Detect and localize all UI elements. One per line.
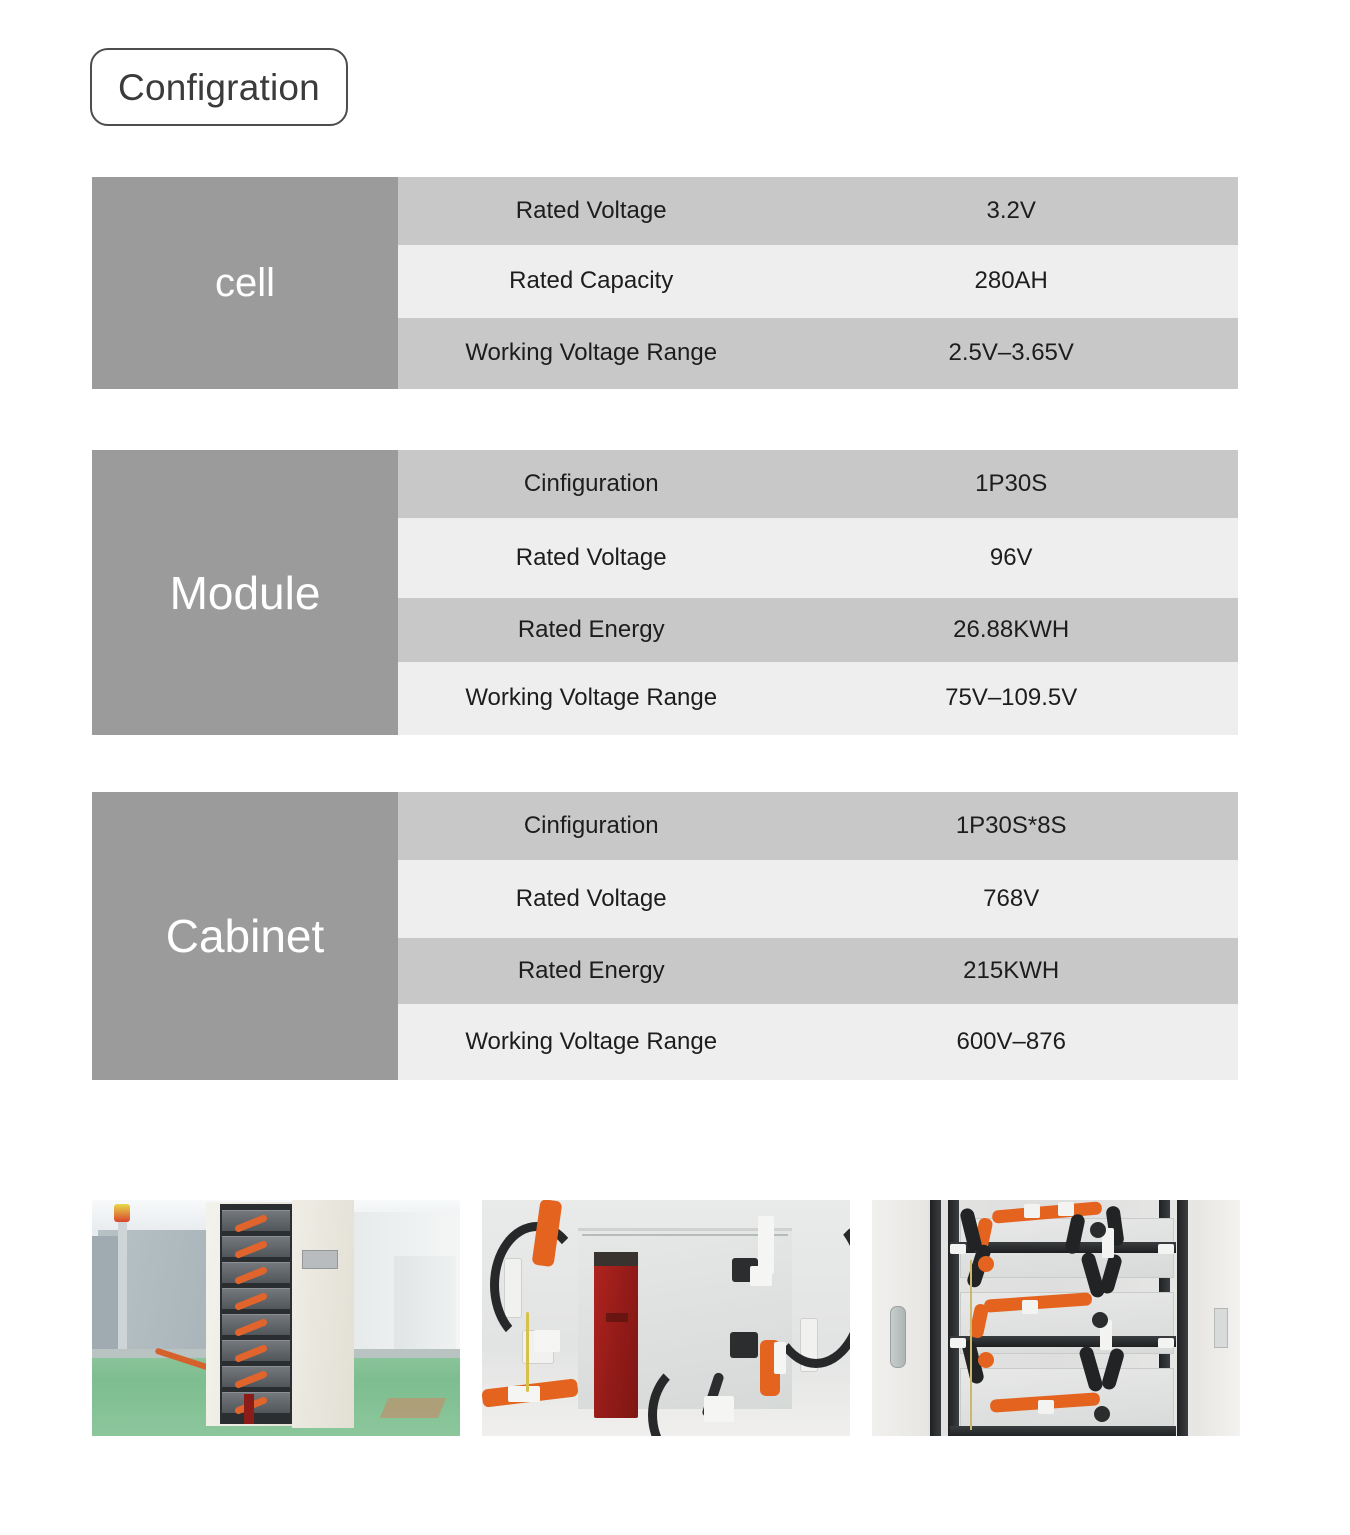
red-handle	[244, 1394, 254, 1424]
spec-value: 768V	[983, 884, 1040, 912]
photo-strip	[92, 1200, 1240, 1436]
photo-battery-cabinet-room	[92, 1200, 460, 1436]
white-label-tag	[508, 1386, 540, 1402]
spec-table-cabinet-label-column	[92, 792, 398, 1080]
configuration-pill[interactable]	[90, 48, 348, 126]
table-row	[398, 245, 1238, 318]
spec-table-module-label-text: Module	[169, 566, 321, 619]
white-connector-cap	[774, 1342, 786, 1374]
signal-lamp	[114, 1204, 130, 1222]
spec-value: 600V–876	[956, 1027, 1066, 1055]
terminal-knob	[1092, 1312, 1108, 1328]
spec-key: Rated Capacity	[509, 267, 674, 295]
table-row	[398, 860, 1238, 938]
spec-key: Rated Voltage	[515, 196, 667, 224]
spec-key: Rated Energy	[517, 615, 665, 643]
table-row	[398, 450, 1238, 518]
cabinet-latch	[302, 1250, 338, 1269]
cable-clip	[1158, 1244, 1174, 1254]
cable-clip	[1038, 1400, 1054, 1414]
photo-rack-cable-harness	[872, 1200, 1240, 1436]
red-fuse-module	[594, 1252, 638, 1418]
spec-value: 2.5V–3.65V	[948, 339, 1074, 367]
door-handle-left[interactable]	[890, 1306, 906, 1368]
yellow-signal-wire	[970, 1260, 972, 1430]
photo-module-connector-closeup	[482, 1200, 850, 1436]
table-row	[398, 318, 1238, 389]
orange-terminal-knob	[978, 1352, 994, 1368]
terminal-knob	[1090, 1222, 1106, 1238]
cable-connector	[730, 1332, 758, 1358]
red-fuse-module-label	[606, 1313, 628, 1322]
table-row	[398, 1004, 1238, 1080]
cable-clip	[1022, 1300, 1038, 1314]
spec-value: 26.88KWH	[953, 615, 1070, 643]
spec-value: 280AH	[974, 267, 1048, 295]
spec-key: Rated Energy	[517, 956, 665, 984]
vertical-rail	[948, 1200, 959, 1436]
vertical-rail	[930, 1200, 941, 1436]
spec-value: 1P30S*8S	[955, 811, 1067, 839]
spec-value: 96V	[989, 543, 1033, 571]
spec-key: Working Voltage Range	[465, 339, 718, 367]
spec-value: 1P30S	[975, 469, 1048, 497]
table-row	[398, 598, 1238, 662]
door-latch-right[interactable]	[1214, 1308, 1228, 1348]
spec-table-module	[92, 450, 1238, 735]
table-row	[398, 177, 1238, 245]
terminal-knob	[1094, 1406, 1110, 1422]
cable-clip	[950, 1338, 966, 1348]
spec-key: Rated Voltage	[515, 543, 667, 571]
spec-table-cell	[92, 177, 1238, 389]
cable-clip	[950, 1244, 966, 1254]
rack-shelf-beam	[950, 1336, 1176, 1347]
vertical-rail	[1177, 1200, 1188, 1436]
spec-key: Cinfiguration	[523, 811, 659, 839]
spec-table-cell-label-text: cell	[214, 261, 276, 305]
red-fuse-module-cap	[594, 1252, 638, 1266]
spec-table-cabinet	[92, 792, 1238, 1080]
spec-key: Rated Voltage	[515, 884, 667, 912]
spec-key: Cinfiguration	[523, 469, 659, 497]
spec-table-module-label-column	[92, 450, 398, 735]
spec-value: 3.2V	[986, 196, 1036, 224]
spec-table-cabinet-rows	[398, 792, 1238, 1080]
yellow-signal-wire	[526, 1312, 529, 1392]
spec-value: 75V–109.5V	[945, 684, 1078, 712]
right-panel	[394, 1256, 456, 1362]
cabinet-open-bay	[220, 1204, 292, 1424]
white-label-tag	[534, 1330, 560, 1352]
white-label-tag	[704, 1396, 734, 1422]
table-row	[398, 662, 1238, 735]
table-row	[398, 792, 1238, 860]
spec-key: Working Voltage Range	[465, 684, 718, 712]
table-row	[398, 518, 1238, 598]
spec-table-cabinet-label-text: Cabinet	[165, 910, 325, 962]
cable-clip	[1058, 1202, 1074, 1216]
cable-clip	[1024, 1204, 1040, 1218]
spec-table-cell-label-column	[92, 177, 398, 389]
spec-value: 215KWH	[963, 956, 1060, 984]
spec-table-module-rows	[398, 450, 1238, 735]
table-row	[398, 938, 1238, 1004]
orange-terminal-knob	[978, 1256, 994, 1272]
floor-mat	[380, 1398, 446, 1418]
configuration-pill-label: Configration	[118, 66, 320, 108]
white-connector-cap	[750, 1266, 772, 1286]
spec-table-cell-rows	[398, 177, 1238, 389]
cable-clip	[1158, 1338, 1174, 1348]
cabinet-door	[292, 1200, 354, 1428]
spec-key: Working Voltage Range	[465, 1027, 718, 1055]
rack-shelf-beam	[950, 1426, 1176, 1436]
